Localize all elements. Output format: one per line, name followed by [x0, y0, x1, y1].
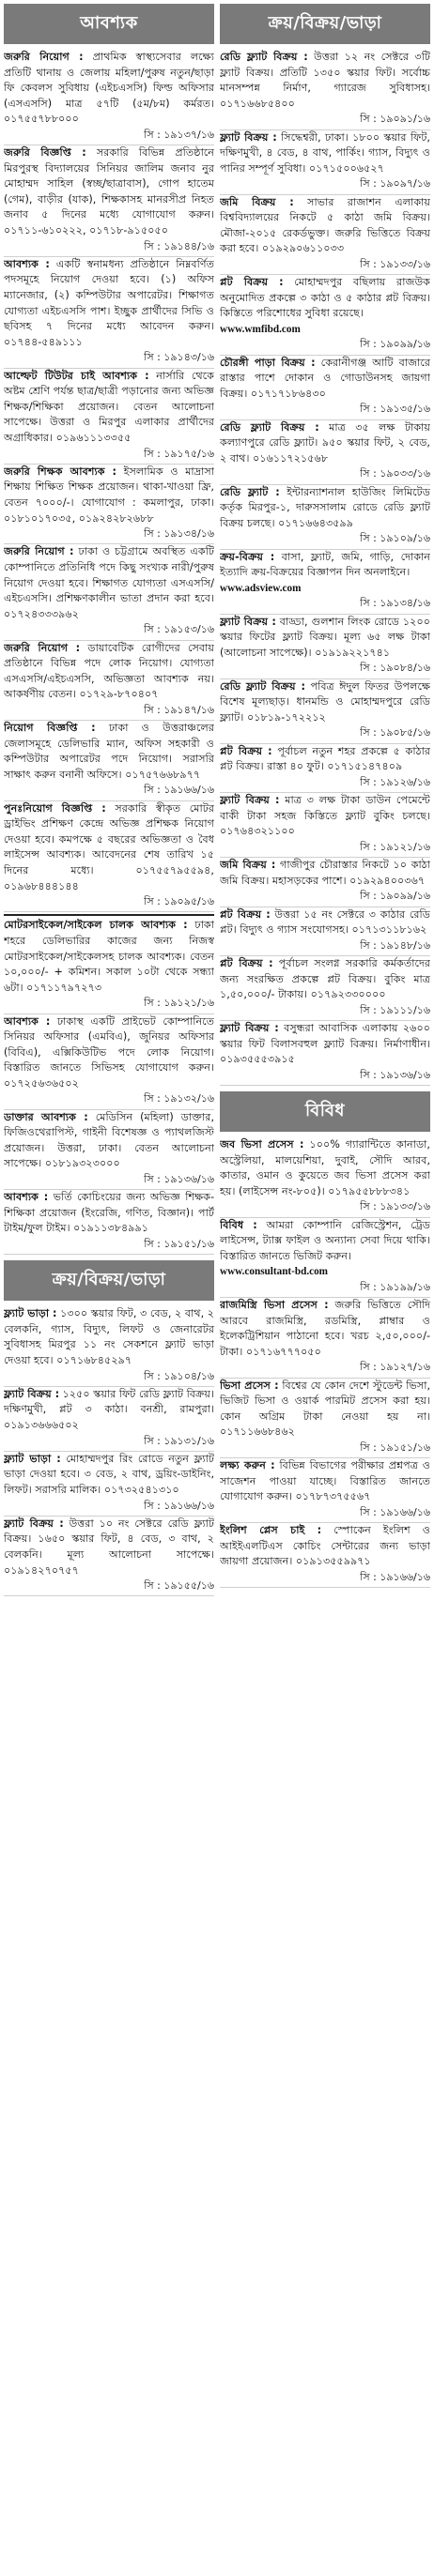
classified-ad — [220, 485, 430, 550]
ad-heading: জরুরি নিয়োগ : — [4, 545, 74, 558]
ad-code: সি : ১৯১৫১/১৬ — [144, 1238, 214, 1251]
ad-heading: প্লট বিক্রয় : — [220, 957, 273, 969]
ad-code: সি : ১৯১৫৩/১৬ — [144, 623, 214, 636]
ad-heading: লক্ষ্য করুন : — [220, 1459, 275, 1472]
ad-body: ঢাকা শহরে ডেলিভারির কাজের জন্য নিজস্ব মোটরসাইকেল/সাইকেলসহ চালক আবশ্যক। বেতন ১০,০০০/- + কমিশন। সকাল ১০টা থেকে সন্ধ্যা ৬টা। ০১৭১১৭৯৭২৭৩ — [4, 919, 214, 994]
ad-code: সি : ১৯১২৭/১৬ — [360, 1361, 430, 1374]
ad-code: সি : ১৯০৯৫/১৬ — [144, 895, 214, 908]
classified-ad — [4, 1306, 214, 1387]
ad-body: বিভিন্ন বিভাগের পরীক্ষার প্রশ্নপত্র ও সাজেশন পাওয়া যাচ্ছে। বিস্তারিত জানতে যোগাযোগ করুন। ০১৭৮৭৩৭৫৫৬৭ — [220, 1459, 430, 1503]
ad-body: বাসা, ফ্ল্যাট, জমি, গাড়ি, দোকান ইত্যাদি ক্রয়-বিক্রয়ের বিজ্ঞাপন দিন অনলাইনে। — [220, 550, 430, 579]
ad-heading: ফ্ল্যাট ভাড়া : — [4, 1307, 57, 1320]
ad-code: সি : ১৯০৮৪/১৬ — [360, 662, 430, 675]
classified-ad — [4, 1517, 214, 1597]
ad-body: ১৩০০ স্কয়ার ফিট, ৩ বেড, ২ বাথ, ২ বেলকনি, গ্যাস, বিদ্যুৎ, লিফট ও জেনারেটর সুবিধাসহ মিরপুর ১১ নং সেকশনে ফ্ল্যাট ভাড়া দেওয়া হবে। ০১৭১৬৮৪৫২৯৭ — [4, 1307, 214, 1367]
ad-body: মাত্র ৩৫ লক্ষ টাকায় কল্যাণপুরে রেডি ফ্ল্যাট। ৯৫০ স্কয়ার ফিট, ২ বেড, ২ বাথ। ০১৬১১৭২১৫৬৮ — [220, 420, 430, 465]
classified-ad — [220, 793, 430, 858]
ad-code: সি : ১৯১৩৩/১৬ — [360, 257, 430, 270]
classified-ad — [4, 145, 214, 257]
ad-body: ১২৫০ স্কয়ার ফিট রেডি ফ্ল্যাট বিক্রয়। দক্ষিণমুখী, প্লট ৩ কাঠা। বনশ্রী, রামপুরা। ০১৯১৩৬৬৬৫০২ — [4, 1387, 214, 1432]
classified-ad — [220, 858, 430, 907]
ad-body: মাত্র ৩ লক্ষ টাকা ডাউন পেমেন্টে বাকী টাকা সহজ কিস্তিতে ফ্ল্যাট বুকিং চলছে। ০১৭৬৪৩২১১০০ — [220, 794, 430, 838]
ad-heading: আবশ্যক : — [4, 1191, 49, 1204]
classified-ad — [220, 420, 430, 485]
ad-code: সি : ১৯১৩৭/১৬ — [144, 128, 214, 141]
classified-ad — [4, 918, 214, 1014]
ad-heading: আল্ফেট টিউটর চাই আবশ্যক : — [4, 369, 149, 382]
ad-code: সি : ১৯১৩৬/১৬ — [144, 1173, 214, 1186]
ad-code: সি : ১৯১৬৬/১৬ — [144, 784, 214, 797]
ad-code: সি : ১৯১৬৬/১৬ — [360, 1571, 430, 1584]
ad-code: সি : ১৯১৬৬/১৬ — [360, 1506, 430, 1519]
ad-code: সি : ১৯১২১/১৬ — [360, 840, 430, 853]
ad-code: সি : ১৯০৯১/১৬ — [360, 113, 430, 126]
ad-body: নার্সারি থেকে অষ্টম শ্রেণি পর্যন্ত ছাত্র/ছাত্রী পড়ানোর জন্য অভিজ্ঞ শিক্ষক/শিক্ষিকা প্রয়োজন। বেতন আলোচনা সাপেক্ষে। উত্তরা ও মিরপুর এলাকার প্রার্থীদের অগ্রাধিকার। ০১৯৬১১১৩৩৫৫ — [4, 369, 214, 444]
ad-heading: জমি বিক্রয় : — [220, 195, 294, 208]
ad-heading: ফ্ল্যাট বিক্রয় : — [220, 130, 277, 144]
ad-heading: চৌরঙ্গী পাড়া বিক্রয় : — [220, 356, 316, 369]
classified-ad — [220, 907, 430, 956]
ad-body: উত্তরা ১২ নং সেক্টরে ৩টি ফ্ল্যাট বিক্রয়। প্রতিটি ১৩৫০ স্কয়ার ফিট। সর্বোচ্চ মানসম্পন্ন নির্মাণ, গ্যারেজ সুবিধাসহ। ০১৭১৬৬৮৫৪০০ — [220, 51, 430, 110]
ad-code: সি : ১৯১৭৫/১৬ — [144, 447, 214, 460]
classified-ad — [4, 1190, 214, 1255]
ad-code: সি : ১৯১০৯/১৬ — [360, 532, 430, 545]
classified-ad — [220, 275, 430, 356]
ad-body: ইন্টারন্যাশনাল হাউজিং লিমিটেড কর্তৃক মিরপুর-১, দারুসসালাম রোডে রেডি ফ্ল্যাট বিক্রয় চলছে। ০১৭১৬৬৪৩৫৯৯ — [220, 485, 430, 529]
classified-ad — [220, 615, 430, 679]
ad-heading: নিয়োগ বিজ্ঞপ্তি : — [4, 722, 96, 735]
ad-heading: ভিসা প্রসেস : — [220, 1379, 279, 1392]
classified-ad — [220, 550, 430, 615]
ad-body: পূর্বাচল সংলগ্ন সরকারি কর্মকর্তাদের জন্য সংরক্ষিত প্রকল্পে প্লট বিক্রয়। বুকিং মাত্র ১,৫০,০০০/- টাকায়। ০১৭৯২৩৩০০০০ — [220, 957, 430, 1001]
ad-body: ঢাকা ও চট্টগ্রামে অবস্থিত একটি কোম্পানিতে প্রতিনিধি পদে কিছু সংখ্যক নারী/পুরুষ নিয়োগ দেওয়া হবে। শিক্ষাগত যোগ্যতা এসএসসি/এইচএসসি। প্রশিক্ষণকালীন ভাতা প্রদান করা হবে। ০১৭২৪৩৩৩৯৬২ — [4, 545, 214, 620]
ad-body: আমরা কোম্পানি রেজিস্ট্রেশন, ট্রেড লাইসেন্স, ট্যাক্স ফাইল ও অন্যান্য সেবা দিয়ে থাকি। বিস্তারিত জানতে ভিজিট করুন। — [220, 1218, 430, 1262]
ad-code: সি : ১৯১৩৫/১৬ — [360, 403, 430, 416]
classified-ad — [4, 257, 214, 369]
ad-body: একটি স্বনামধন্য প্রতিষ্ঠানে নিম্নবর্ণিত পদসমূহে নিয়োগ দেওয়া হবে। (১) অফিস ম্যানেজার, (২) কম্পিউটার অপারেটর। শিক্ষাগত যোগ্যতা এইচএসসি পাশ। ইচ্ছুক প্রার্থীদের সিভি ও ছবিসহ ৭ দিনের মধ্যে আবেদন করুন। ০১৭৪৪-৫৪৯১১১ — [4, 257, 214, 348]
ad-heading: প্লট বিক্রয় : — [220, 744, 272, 757]
ad-body: পবিত্র ঈদুল ফিতর উপলক্ষে বিশেষ মূল্যছাড়। ধানমন্ডি ও মোহাম্মদপুরে রেডি ফ্ল্যাট। ০১৮১৯-১৭২২১২ — [220, 679, 430, 724]
classified-ad — [4, 641, 214, 722]
classified-ad — [220, 1021, 430, 1086]
ad-heading: রেডি ফ্ল্যাট বিক্রয় : — [220, 679, 305, 693]
misc-ad-list — [220, 1137, 430, 1588]
ad-body: ভর্তি কোচিংয়ের জন্য অভিজ্ঞ শিক্ষক-শিক্ষিকা প্রয়োজন (ইংরেজি, গণিত, বিজ্ঞান)। পার্ট টাইম/ফুল টাইম। ০১৯১১৩৮৪৯৯১ — [4, 1191, 214, 1235]
classified-ad — [220, 956, 430, 1021]
ad-body: সাভার রাজাশন এলাকায় বিশ্ববিদ্যালয়ের নিকটে ৫ কাঠা জমি বিক্রয়। মৌজা-২০১৫ রেকর্ডভুক্ত। জরুরি ভিত্তিতে বিক্রয় করা হবে। ০১৯২৯০৬১১০৩৩ — [220, 195, 430, 255]
classified-ad — [220, 50, 430, 130]
classified-ad — [4, 50, 214, 145]
ad-body: মেডিসিন (মহিলা) ডাক্তার, ফিজিওথেরাপিস্ট, গাইনী বিশেষজ্ঞ ও প্যাথলজিস্ট প্রয়োজন। উত্তরা, ঢাকা। বেতন আলোচনা সাপেক্ষে। ০১৮১৯৩২৩০০০ — [4, 1110, 214, 1170]
ad-code: সি : ১৯১৩১/১৬ — [144, 1434, 214, 1447]
classified-ad — [4, 544, 214, 640]
ad-heading: ইংলিশ প্লেস চাই : — [220, 1524, 322, 1537]
classified-ad — [220, 679, 430, 744]
ad-heading: ফ্ল্যাট বিক্রয় : — [220, 794, 280, 807]
classified-ad — [220, 1218, 430, 1299]
ad-heading: ফ্ল্যাট বিক্রয় : — [220, 615, 276, 628]
ad-code: সি : ১৯১৬৬/১৬ — [144, 1499, 214, 1512]
ad-body: বিশ্বের যে কোন দেশে স্টুডেন্ট ভিসা, ভিজিট ভিসা ও ওয়ার্ক পারমিট প্রসেস করা হয়। কোন অগ্রিম টাকা নেওয়া হয় না। ০১৭১১৬৬৮৪৬২ — [220, 1379, 430, 1439]
ad-body: ১০০% গ্যারান্টিতে কানাডা, অস্ট্রেলিয়া, মালয়েশিয়া, দুবাই, সৌদি আরব, কাতার, ওমান ও কুয়েতে জব ভিসা প্রসেস করা হয়। (লাইসেন্স নং-৮০৫)। ০১৭৯৫৫৮৮৮৩৪১ — [220, 1138, 430, 1197]
jobs-ad-list — [4, 50, 214, 1255]
ad-body: ডায়াবেটিক রোগীদের সেবায় প্রতিষ্ঠানে বিভিন্ন পদে লোক নিয়োগ। যোগ্যতা এসএসসি/এইচএসসি, অভিজ্ঞতা আবশ্যক নয়। আকর্ষণীয় বেতন। ০১৭২৯-৮৭০৪০৭ — [4, 641, 214, 701]
section-header-misc: বিবিধ — [220, 1091, 430, 1132]
classified-ad — [4, 369, 214, 465]
ad-code: সি : ১৯১৪৮/১৬ — [360, 938, 430, 952]
right-column — [220, 4, 430, 2576]
ad-body: জরুরি ভিত্তিতে সৌদি আরবে রাজমিস্ত্রি, রডমিস্ত্রি, প্লাম্বার ও ইলেকট্রিশিয়ান পাঠানো হবে। খরচ ২,৫০,০০০/- টাকা। ০১৭১৬৭৭৭০৫০ — [220, 1299, 430, 1358]
ad-heading: রেডি ফ্ল্যাট বিক্রয় : — [220, 51, 308, 63]
ad-body: স্পোকেন ইংলিশ ও আইইএলটিএস কোচিং সেন্টারের জন্য ভাড়া জায়গা প্রয়োজন। ০১৯১৩৫৫৯৯৭১ — [220, 1524, 430, 1568]
ad-body: উত্তরা ১৫ নং সেক্টরে ৩ কাঠার রেডি প্লট। বিদ্যুৎ ও গ্যাস সংযোগসহ। ০১৭১৩১১৮১৬২ — [220, 907, 430, 937]
ad-body: গাজীপুর চৌরাস্তার নিকটে ১০ কাঠা জমি বিক্রয়। মহাসড়কের পাশে। ০১৯২৯৪০০৩৬৭ — [220, 859, 430, 887]
ad-website-link[interactable]: www.wmfibd.com — [220, 323, 301, 335]
classified-ad — [4, 1387, 214, 1452]
ad-heading: রেডি ফ্ল্যাট : — [220, 485, 280, 498]
ad-heading: প্লট বিক্রয় : — [220, 276, 284, 289]
ad-website-link[interactable]: www.adsview.com — [220, 582, 302, 594]
ad-heading: মোটরসাইকেল/সাইকেল চালক আবশ্যক : — [4, 919, 188, 932]
ad-heading: জরুরি নিয়োগ : — [4, 51, 84, 63]
ad-body: সিদ্ধেশ্বরী, ঢাকা। ১৮০০ স্কয়ার ফিট, দক্ষিণমুখী, ৪ বেড, ৪ বাথ, পার্কিং। গ্যাস, বিদ্যুৎ ও পানির সম্পূর্ণ সুবিধা। ০১৭১৫০০৬৫২৭ — [220, 130, 430, 175]
sale-ad-list-left — [4, 1306, 214, 1596]
ad-code: সি : ১৯১৪৩/১৬ — [144, 351, 214, 364]
ad-heading: জমি বিক্রয় : — [220, 859, 276, 872]
classified-ad — [220, 1458, 430, 1523]
ad-heading: ফ্ল্যাট বিক্রয় : — [220, 1022, 279, 1034]
ad-code: সি : ১৯১৩২/১৬ — [144, 1092, 214, 1105]
section-header-sale-right: ক্রয়/বিক্রয়/ভাড়া — [220, 4, 430, 44]
classified-ad — [220, 1523, 430, 1588]
ad-code: সি : ১৯১১১/১৬ — [360, 1003, 430, 1016]
ad-body: সরকারি স্বীকৃত মোটর ড্রাইভিং প্রশিক্ষণ কেন্দ্রে অভিজ্ঞ প্রশিক্ষক নিয়োগ দেওয়া হবে। কমপক্ষে ৫ বছরের অভিজ্ঞতা ও বৈধ লাইসেন্স আবশ্যক। আবেদনের শেষ তারিখ ১৫ দিনের মধ্যে। ০১৭৫৫৭৯৫৫৯৪, ০১৯৬৮৪৪৪১৪৪ — [4, 801, 214, 892]
left-column — [4, 4, 214, 2576]
ad-heading: ক্রয়-বিক্রয় : — [220, 550, 275, 563]
ad-website-link[interactable]: www.consultant-bd.com — [220, 1266, 328, 1278]
ad-code: সি : ১৯১৪৭/১৬ — [144, 703, 214, 716]
ad-code: সি : ১৯০৯৯/১৬ — [360, 890, 430, 903]
ad-body: পূর্বাচল নতুন শহর প্রকল্পে ৫ কাঠার প্লট বিক্রয়। রাস্তা ৪০ ফুট। ০১৭১৫১৪৭৪০৯ — [220, 744, 430, 773]
ad-code: সি : ১৯০৯৭/১৬ — [360, 177, 430, 191]
ad-heading: জব ভিসা প্রসেস : — [220, 1138, 304, 1151]
ad-body: বাড্ডা, গুলশান লিংক রোডে ১২০০ স্কয়ার ফিটের ফ্ল্যাট বিক্রয়। মূল্য ৬৫ লক্ষ টাকা (আলোচনা সাপেক্ষে)। ০১৯১৯২২১৭৪১ — [220, 615, 430, 659]
ad-divider — [4, 914, 214, 916]
section-header-sale-left: ক্রয়/বিক্রয়/ভাড়া — [4, 1260, 214, 1301]
ad-code: সি : ১৯১৫১/১৬ — [360, 1441, 430, 1455]
ad-code: সি : ১৯১০৪/১৬ — [144, 1369, 214, 1382]
ad-body: প্রাথমিক স্বাস্থ্যসেবার লক্ষ্যে প্রতিটি থানায় ও জেলায় মহিলা/পুরুষ নতুন/ছাড়া ফি কেবলস সুবিধায় (এইচএসসি) ফিল্ড অফিসার (এসএসসি) মাত্র ৫৭টি (৫ম/৮ম) কর্মরত। ০১৭৫৫৭৮৮০০০ — [4, 51, 214, 126]
classified-ad — [220, 130, 430, 195]
ad-body: মোহাম্মদপুর বছিলায় রাজউক অনুমোদিত প্রকল্পে ৩ কাঠা ও ৫ কাঠার প্লট বিক্রয়। কিস্তিতে পরিশোধের সুবিধা রয়েছে। — [220, 276, 430, 320]
ad-code: সি : ১৯০৮৫/১৬ — [360, 726, 430, 739]
ad-code: সি : ১৯১৩৩/১৬ — [360, 1200, 430, 1213]
ad-code: সি : ১৯০৯৯/১৬ — [360, 338, 430, 351]
ad-body: কেরানীগঞ্জ আটি বাজারে রাস্তার পাশে দোকান ও গোডাউনসহ জায়গা বিক্রয়। ০১৭১৭১৮৬৪৩০ — [220, 356, 430, 400]
ad-code: সি : ১৯১৯৯/১৬ — [360, 1280, 430, 1293]
classified-ad — [220, 1137, 430, 1218]
classified-ad — [220, 1298, 430, 1379]
ad-body: ঢাকাস্থ একটি প্রাইভেট কোম্পানিতে সিনিয়র অফিসার (এমবিএ), জুনিয়র অফিসার (বিবিএ), এক্সিকিউটিভ পদে লোক নিয়োগ। বিস্তারিত জানতে সিভিসহ যোগাযোগ করুন। ০১৭২৫৬৩৬৫০২ — [4, 1014, 214, 1090]
ad-code: সি : ১৯০৩৩/১৬ — [360, 467, 430, 480]
ad-code: সি : ১৯১৩৬/১৬ — [360, 1068, 430, 1081]
classified-ad — [4, 1110, 214, 1191]
ad-heading: জরুরি নিয়োগ : — [4, 641, 81, 654]
ad-body: সরকারি বিভিন্ন প্রতিষ্ঠানে মিরপুরস্থ বিদ্যালয়ের সিনিয়র জালিম জনাব নুর মোহাম্মদ সাহিল (স্বচ্ছ/ছাত্রাবাস), গোপ হাতেম (গেম), বাড়ীর (যাক), শিক্ষকাসহ মানরসীপ্র নিহত জনাব ৫ দিনের মধ্যে যোগাযোগ করুন। ০১৭১১-৬১০২২২, ০১৭১৮-৯১৫০৫০ — [4, 146, 214, 237]
ad-code: সি : ১৯১৩৪/১৬ — [360, 597, 430, 610]
ad-body: বসুন্ধরা আবাসিক এলাকায় ২৬০০ স্কয়ার ফিট বিলাসবহুল ফ্ল্যাট বিক্রয়। নির্মাণাধীন। ০১৯৩৫৫৫৩৯১৫ — [220, 1022, 430, 1066]
ad-body: উত্তরা ১০ নং সেক্টরে রেডি ফ্ল্যাট বিক্রয়। ১৬৫০ স্কয়ার ফিট, ৪ বেড, ৩ বাথ, ২ বেলকনি। মূল্য আলোচনা সাপেক্ষে। ০১৯১৪২৭০৭৫৭ — [4, 1517, 214, 1577]
ad-heading: রেডি ফ্ল্যাট বিক্রয় : — [220, 420, 319, 434]
sale-ad-list-right — [220, 50, 430, 1086]
classified-ad — [220, 1379, 430, 1459]
ad-heading: আবশ্যক : — [4, 1014, 51, 1028]
ad-heading: বিবিধ : — [220, 1218, 257, 1231]
ad-heading: রাজমিস্ত্রি ভিসা প্রসেস : — [220, 1299, 329, 1312]
ad-code: সি : ১৯১৩৪/১৬ — [144, 527, 214, 541]
ad-code: সি : ১৯১৫৫/১৬ — [144, 1579, 214, 1593]
ad-heading: ফ্ল্যাট বিক্রয় : — [4, 1387, 60, 1400]
ad-heading: ফ্ল্যাট ভাড়া : — [4, 1452, 61, 1465]
ad-code: সি : ১৯১২৬/১৬ — [360, 775, 430, 788]
classified-ad — [4, 1014, 214, 1110]
classified-ad — [4, 721, 214, 801]
classified-ad — [4, 465, 214, 545]
classified-ad — [220, 744, 430, 793]
ad-body: মোহাম্মদপুর রিং রোডে নতুন ফ্ল্যাট ভাড়া দেওয়া হবে। ৩ বেড, ২ বাথ, ড্রয়িং-ডাইনিং, লিফট। সরাসরি মালিক। ০১৭৩২৫৪১৩১০ — [4, 1452, 214, 1497]
ad-body: ঢাকা ও উত্তরাঞ্চলের জেলাসমূহে ডেলিভারি ম্যান, অফিস সহকারী ও কম্পিউটার অপারেটর পদে নিয়োগ। সরাসরি সাক্ষাৎ করুন বনানী অফিসে। ০১৭৫৭৬৬৮৯৭৭ — [4, 722, 214, 781]
ad-code: সি : ১৯১২১/১৬ — [144, 997, 214, 1010]
ad-heading: প্লট বিক্রয় : — [220, 907, 271, 921]
section-header-jobs: আবশ্যক — [4, 4, 214, 44]
classified-ad — [4, 801, 214, 913]
classified-ad — [220, 195, 430, 276]
ad-heading: ফ্ল্যাট বিক্রয় : — [4, 1517, 64, 1530]
ad-heading: জরুরি শিক্ষক আবশ্যক : — [4, 465, 117, 478]
ad-heading: জরুরি বিজ্ঞপ্তি : — [4, 146, 86, 160]
ad-heading: আবশ্যক : — [4, 257, 50, 270]
classified-ad — [220, 356, 430, 420]
ad-heading: পুনঃনিয়োগ বিজ্ঞপ্তি : — [4, 801, 106, 815]
ad-body: ইসলামিক ও মাদ্রাসা শিক্ষায় শিক্ষিত শিক্ষক প্রয়োজন। থাকা-খাওয়া ফ্রি, বেতন ৭০০০/-। যোগাযোগ : কমলাপুর, ঢাকা। ০১৮১০১৭০৩৫, ০১৯২৪২৮২৬৮৮ — [4, 465, 214, 525]
ad-heading: ডাক্তার আবশ্যক : — [4, 1110, 88, 1123]
ad-code: সি : ১৯১৪৪/১৬ — [144, 239, 214, 252]
classified-ad — [4, 1452, 214, 1517]
